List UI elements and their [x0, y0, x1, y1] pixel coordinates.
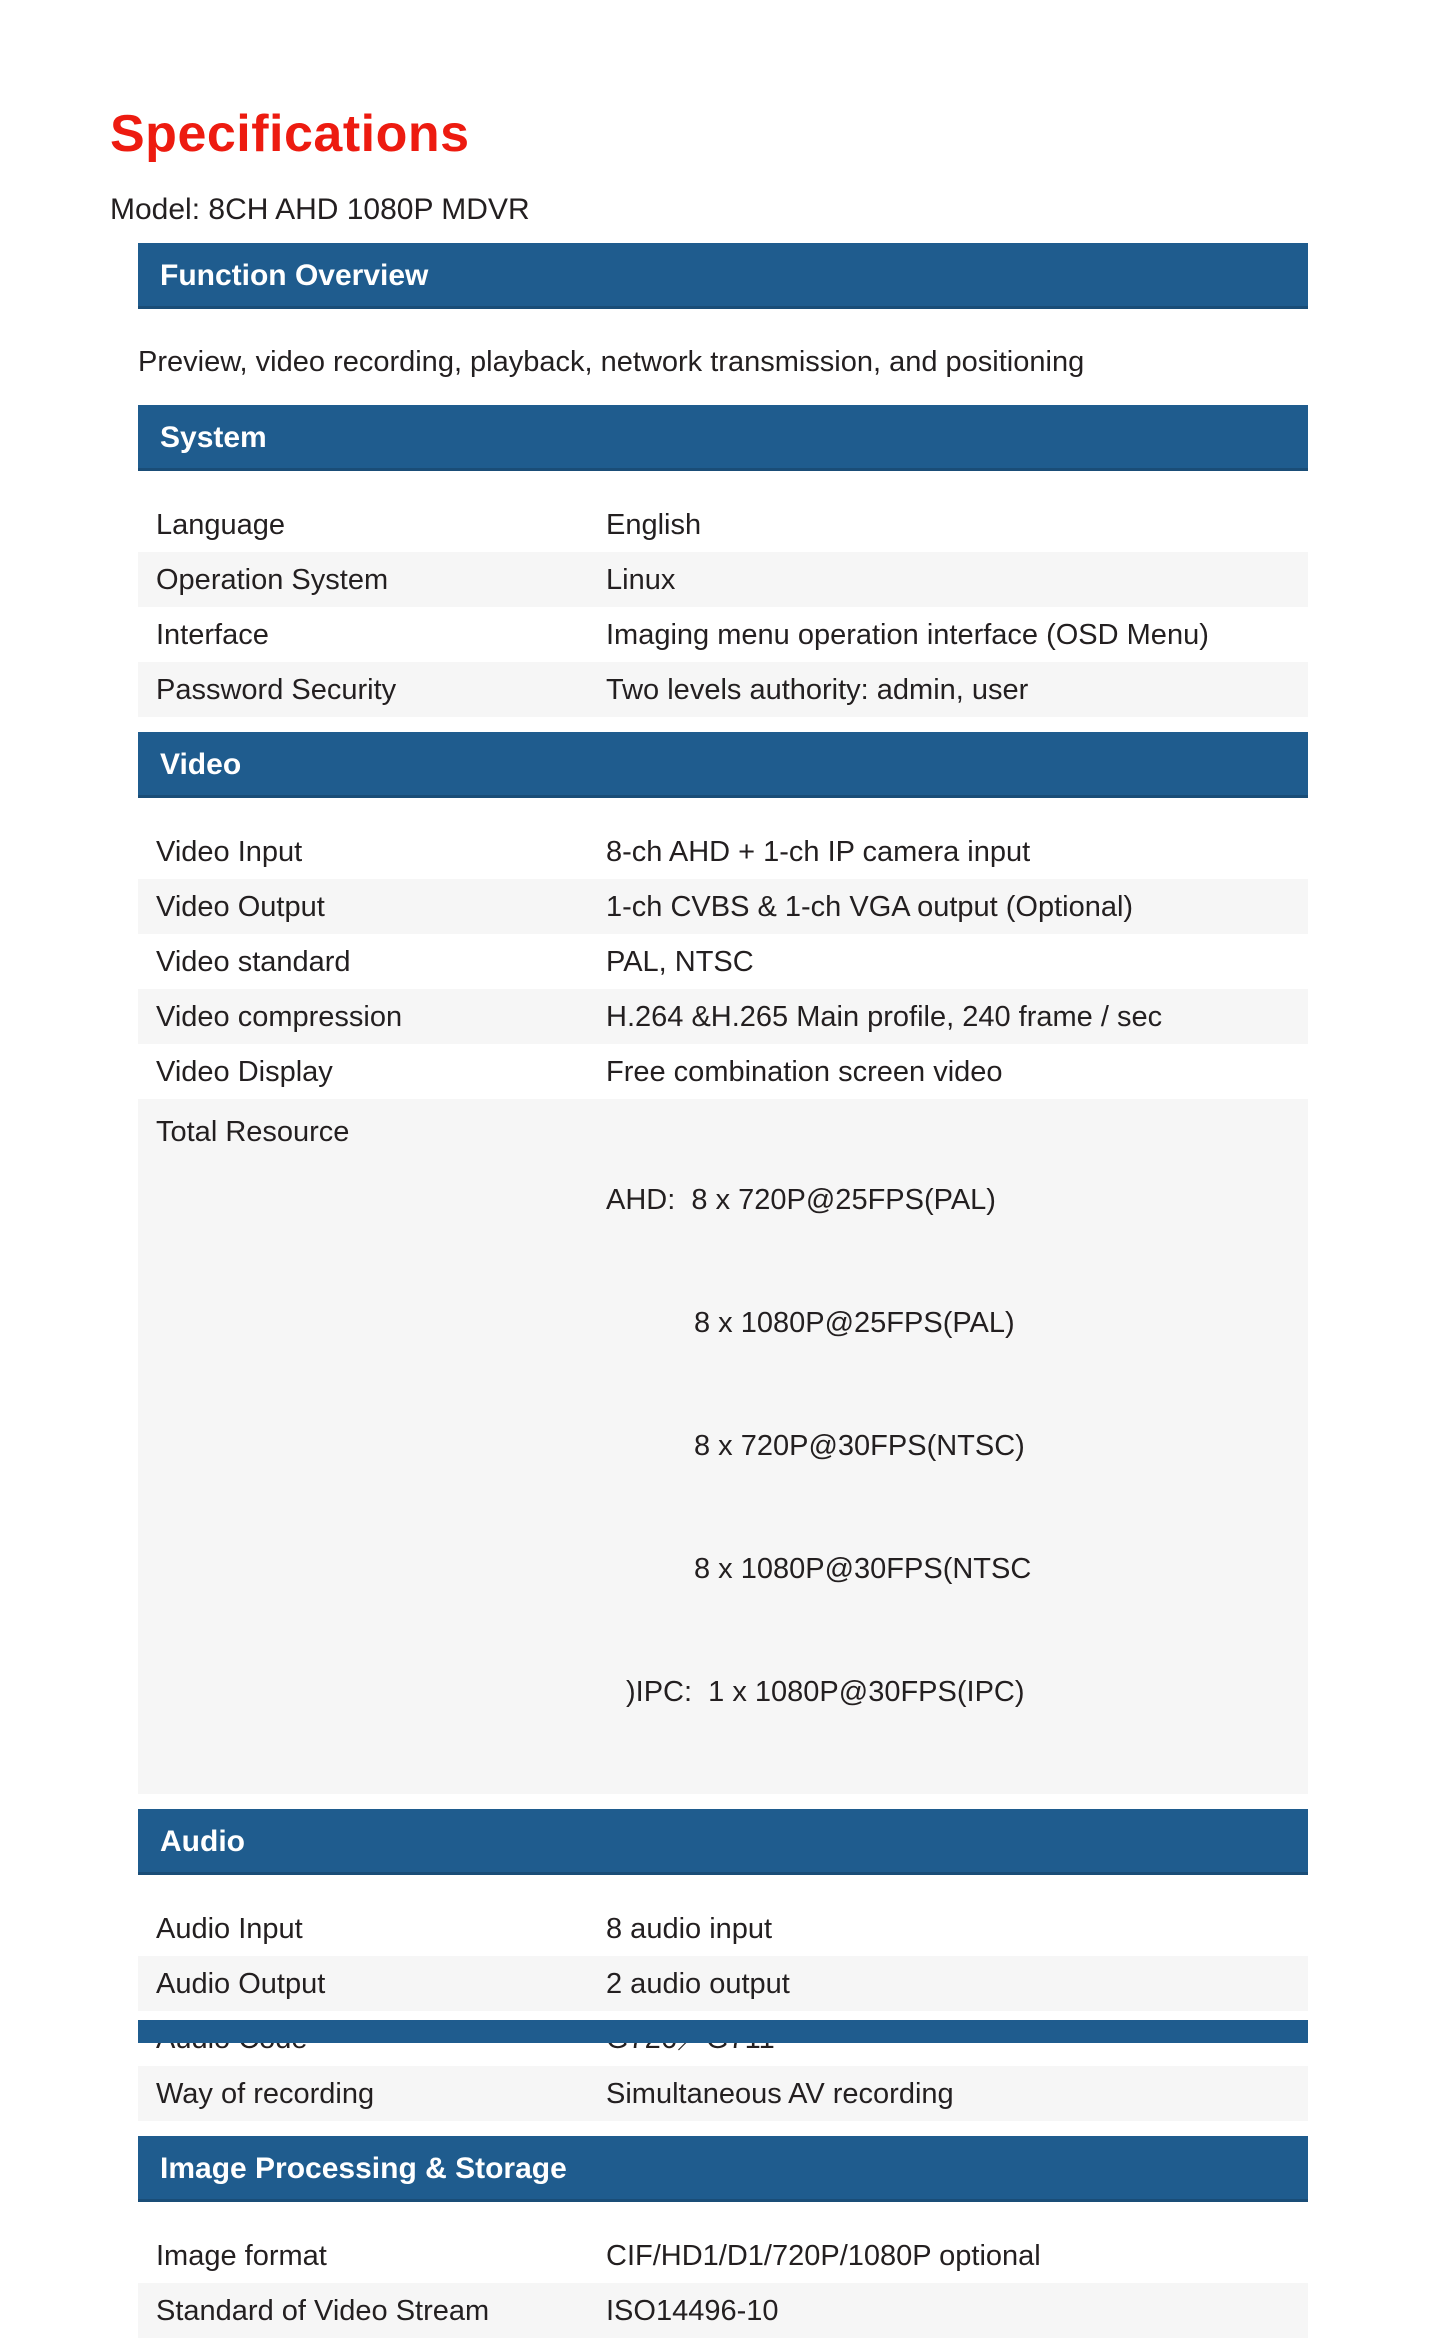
spec-row — [138, 989, 1308, 1044]
section-header-bar — [138, 2136, 1308, 2202]
spec-row — [138, 879, 1308, 934]
spec-row — [138, 2066, 1308, 2121]
section-header-label: Function Overview — [160, 259, 429, 292]
spec-value: Simultaneous AV recording — [606, 2077, 954, 2110]
spec-label: Password Security — [156, 673, 397, 706]
spec-value: 8 audio input — [606, 1912, 773, 1945]
spec-row — [138, 662, 1308, 717]
section-function-overview — [138, 243, 1308, 390]
section-audio — [138, 1809, 1308, 2121]
section-header-bar — [138, 732, 1308, 798]
model-line: Model: 8CH AHD 1080P MDVR — [110, 193, 530, 226]
spec-label: Way of recording — [156, 2077, 375, 2110]
spec-label: Audio Input — [156, 1912, 303, 1945]
spec-label: Video Display — [156, 1055, 333, 1088]
spec-table-image-processing — [138, 2228, 1308, 2338]
spec-value: CIF/HD1/D1/720P/1080P optional — [606, 2239, 1041, 2272]
section-header-label: Image Processing & Storage — [160, 2152, 567, 2185]
spec-label: Image format — [156, 2239, 327, 2272]
spec-label: Video Output — [156, 890, 325, 923]
spec-value-line: )IPC: 1 x 1080P@30FPS(IPC) — [626, 1676, 1025, 1708]
function-overview-text: Preview, video recording, playback, network transmission, and positioning — [138, 346, 1085, 378]
section-system — [138, 405, 1308, 717]
spec-row-total-resource — [138, 1099, 1308, 1794]
section-header-bar — [138, 405, 1308, 471]
partial-next-section-bar — [138, 2020, 1308, 2043]
spec-document — [110, 0, 1308, 2338]
spec-label: Standard of Video Stream — [156, 2294, 490, 2327]
section-header-bar — [138, 243, 1308, 309]
spec-label: Video compression — [156, 1000, 403, 1033]
section-header-label: Video — [160, 748, 242, 781]
page-title: Specifications — [110, 105, 470, 163]
spec-value: English — [606, 508, 702, 541]
spec-value: Free combination screen video — [606, 1055, 1003, 1088]
spec-value: Two levels authority: admin, user — [606, 673, 1029, 706]
spec-value-line: 8 x 1080P@25FPS(PAL) — [694, 1307, 1015, 1339]
spec-row — [138, 824, 1308, 879]
spec-value-multiline — [606, 1105, 1308, 1788]
spec-value: 1-ch CVBS & 1-ch VGA output (Optional) — [606, 890, 1134, 923]
spec-label: Operation System — [156, 563, 389, 596]
section-video — [138, 732, 1308, 1794]
spec-table-video — [138, 824, 1308, 1794]
spec-value: Linux — [606, 563, 676, 596]
spec-table-system — [138, 497, 1308, 717]
spec-value: PAL, NTSC — [606, 945, 754, 978]
spec-row — [138, 552, 1308, 607]
spec-row — [138, 2283, 1308, 2338]
spec-value: Imaging menu operation interface (OSD Menu) — [606, 618, 1209, 651]
spec-row — [138, 934, 1308, 989]
spec-label: Audio Output — [156, 1967, 326, 2000]
spec-row — [138, 1044, 1308, 1099]
spec-row — [138, 1956, 1308, 2011]
spec-value: 2 audio output — [606, 1967, 790, 2000]
spec-value-line: AHD: 8 x 720P@25FPS(PAL) — [606, 1184, 996, 1216]
spec-label: Interface — [156, 618, 269, 651]
section-image-processing-storage — [138, 2136, 1308, 2338]
spec-row — [138, 2228, 1308, 2283]
spec-row — [138, 607, 1308, 662]
section-header-label: System — [160, 421, 267, 454]
spec-row — [138, 497, 1308, 552]
spec-label: Language — [156, 508, 286, 541]
section-header-label: Audio — [160, 1825, 245, 1858]
spec-table-audio — [138, 1901, 1308, 2121]
spec-value: H.264 &H.265 Main profile, 240 frame / sec — [606, 1000, 1163, 1033]
spec-value-line: 8 x 720P@30FPS(NTSC) — [694, 1430, 1025, 1462]
spec-value: 8-ch AHD + 1-ch IP camera input — [606, 835, 1031, 868]
spec-value: ISO14496-10 — [606, 2294, 779, 2327]
spec-value-line: 8 x 1080P@30FPS(NTSC — [694, 1553, 1032, 1585]
spec-label: Video Input — [156, 835, 303, 868]
spec-row — [138, 1901, 1308, 1956]
spec-label: Video standard — [156, 945, 351, 978]
section-header-bar — [138, 1809, 1308, 1875]
spec-label: Total Resource — [156, 1116, 350, 1148]
